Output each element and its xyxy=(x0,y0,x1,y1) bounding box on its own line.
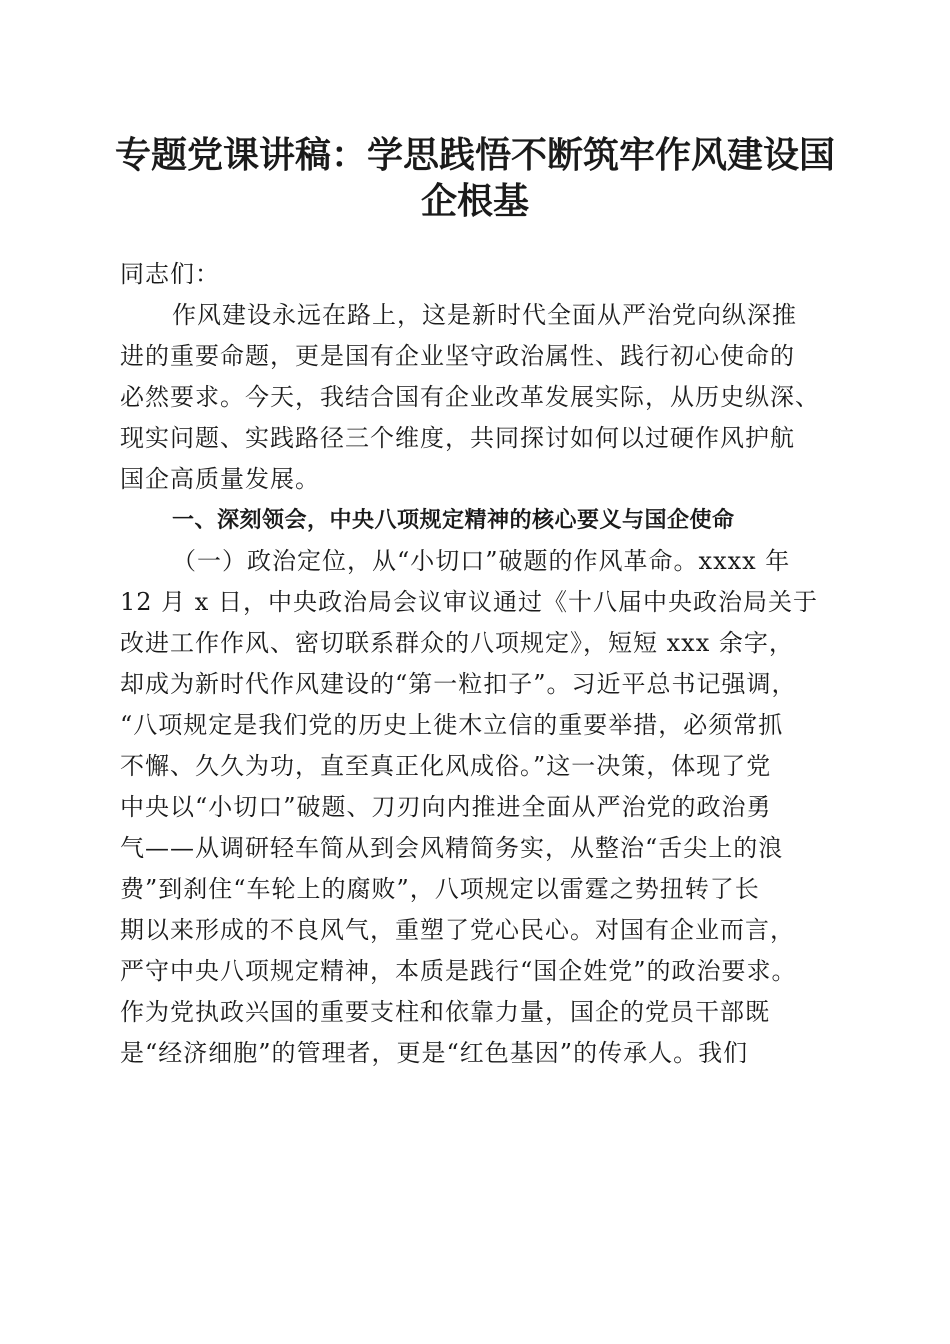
body-line: 进的重要命题，更是国有企业坚守政治属性、践行初心使命的 xyxy=(120,342,795,370)
title-line: 专题党课讲稿：学思践悟不断筑牢作风建设国 xyxy=(114,134,835,176)
body-line: 却成为新时代作风建设的“第一粒扣子”。习近平总书记强调， xyxy=(120,670,797,698)
section-heading: 一、深刻领会，中央八项规定精神的核心要义与国企使命 xyxy=(172,508,735,533)
body-line: 必然要求。今天，我结合国有企业改革发展实际，从历史纵深、 xyxy=(120,383,820,411)
body-line: 不懈、久久为功，直至真正化风成俗。”这一决策，体现了党 xyxy=(120,752,772,780)
body-line: 费”到刹住“车轮上的腐败”，八项规定以雷霆之势扭转了长 xyxy=(120,875,760,903)
body-line: 国企高质量发展。 xyxy=(120,465,320,493)
body-line: “八项规定是我们党的历史上徙木立信的重要举措，必须常抓 xyxy=(120,711,784,739)
body-line: 作风建设永远在路上，这是新时代全面从严治党向纵深推 xyxy=(172,301,797,329)
body-line: 期以来形成的不良风气，重塑了党心民心。对国有企业而言， xyxy=(120,916,795,944)
body-line: 现实问题、实践路径三个维度，共同探讨如何以过硬作风护航 xyxy=(120,424,795,452)
body-line: 12 月 x 日，中央政治局会议审议通过《十八届中央政治局关于 xyxy=(120,588,818,616)
body-line: 严守中央八项规定精神，本质是践行“国企姓党”的政治要求。 xyxy=(120,957,797,985)
body-line: 作为党执政兴国的重要支柱和依靠力量，国企的党员干部既 xyxy=(120,998,770,1026)
document-body xyxy=(120,254,835,1074)
title-line: 企根基 xyxy=(420,180,529,222)
body-line: （一）政治定位，从“小切口”破题的作风革命。xxxx 年 xyxy=(172,547,791,575)
body-line: 是“经济细胞”的管理者，更是“红色基因”的传承人。我们 xyxy=(120,1039,749,1067)
body-line: 中央以“小切口”破题、刀刃向内推进全面从严治党的政治勇 xyxy=(120,793,772,821)
body-line: 改进工作作风、密切联系群众的八项规定》，短短 xxx 余字， xyxy=(120,629,794,657)
document-title xyxy=(100,132,850,224)
salutation: 同志们： xyxy=(120,260,220,288)
body-line: 气——从调研轻车简从到会风精简务实，从整治“舌尖上的浪 xyxy=(120,834,784,862)
